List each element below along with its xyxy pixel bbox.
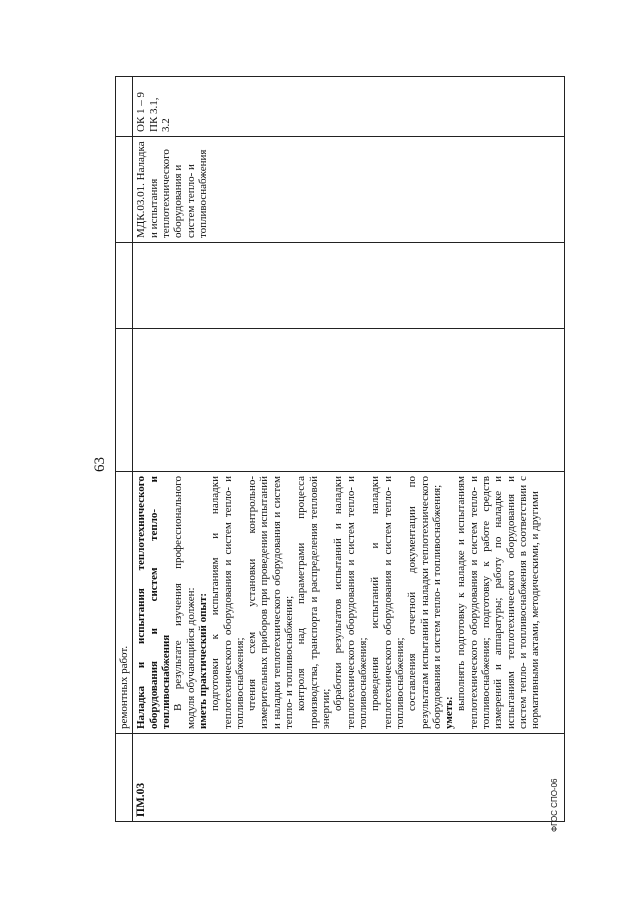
table-cell	[133, 329, 565, 472]
module-description-cell	[133, 472, 565, 734]
mdk-cell	[133, 137, 565, 243]
prev-text-cell	[116, 472, 133, 734]
table-row	[133, 77, 565, 822]
rotated-content	[70, 72, 570, 832]
experience-heading: иметь практический опыт:	[196, 592, 209, 729]
module-intro: В результате изучения профессионального модуля обучающийся должен:	[172, 476, 197, 729]
experience-item: составления отчетной документации по результатам испытаний и наладки теплотехнического оборудования и систем тепло- и топливоснабжения;	[406, 476, 443, 729]
table-row	[116, 77, 133, 822]
experience-item: контроля над параметрами процесса производства, транспорта и распределения тепловой энергии;	[295, 476, 332, 729]
table-cell	[133, 243, 565, 329]
mdk-text: МДК.03.01. Наладка и испытания теплотехнического оборудования и систем тепло- и топливоснабжения	[135, 141, 209, 238]
module-title: Наладка и испытания теплотехнического оборудования и систем тепло- и топливоснабжения	[135, 476, 172, 729]
prev-text: ремонтных работ.	[118, 645, 130, 729]
table-cell	[116, 734, 133, 822]
module-code: ПМ.03	[135, 782, 148, 817]
experience-item: обработки результатов испытаний и наладки теплотехнического оборудования и систем тепло- и топливоснабжения;	[332, 476, 369, 729]
table-cell	[116, 137, 133, 243]
skills-text: выполнять подготовку к наладке и испытаниям теплотехнического оборудования и систем тепло- и топливоснабжения; подготовку к работе средств измерений и аппаратуры; работу по наладке и испытаниям теплотехнического оборудования и систем тепло- и топливоснабжения в соответствии с нормативными актами, методическими, и другими	[455, 476, 542, 729]
competencies-text: ОК 1 – 9 ПК 3.1, 3.2	[135, 91, 172, 132]
experience-item: проведения испытаний и наладки теплотехнического оборудования и систем тепло- и топливоснабжения;	[369, 476, 406, 729]
experience-item: подготовки к испытаниям и наладки теплотехнического оборудования и систем тепло- и топливоснабжения;	[209, 476, 246, 729]
page-number: 63	[92, 457, 108, 472]
curriculum-table	[115, 76, 565, 822]
skills-heading: уметь:	[443, 696, 456, 729]
competencies-cell	[133, 77, 565, 137]
experience-item: чтения схем установки контрольно-измерительных приборов при проведении испытаний и наладки теплотехнического оборудования и систем тепло- и топливоснабжения;	[246, 476, 296, 729]
table-cell	[116, 243, 133, 329]
table-cell	[116, 77, 133, 137]
module-code-cell	[133, 734, 565, 822]
footer-code: ФГОС СПО-06	[550, 778, 559, 832]
table-cell	[116, 329, 133, 472]
